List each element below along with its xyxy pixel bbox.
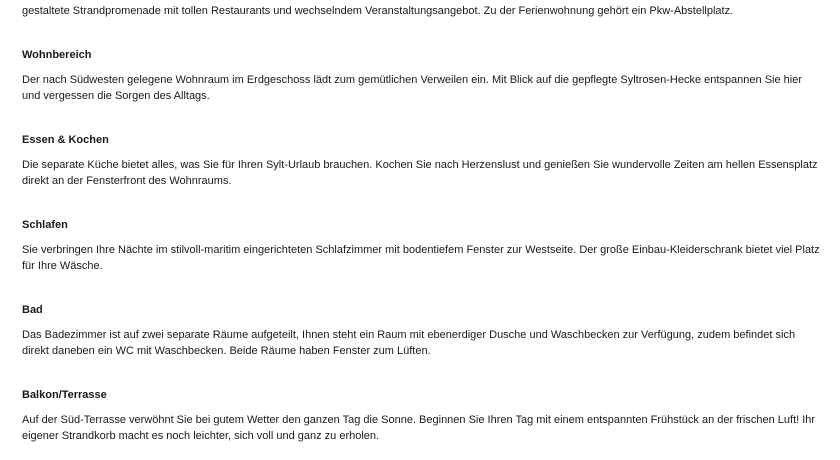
section-body: Das Badezimmer ist auf zwei separate Räume aufgeteilt, Ihnen steht ein Raum mit ebenerdiger Dusche und Waschbecken zur Verfügung, zudem befindet sich direkt daneben ein WC mit Waschbecken. Beide Räume haben Fenster zum Lüften. (22, 329, 796, 357)
section-body: Die separate Küche bietet alles, was Sie für Ihren Sylt-Urlaub brauchen. Kochen Sie nach Herzenslust und genießen Sie wundervolle Zeiten am hellen Essensplatz direkt an der Fensterfront des Wohnraums. (22, 159, 818, 187)
section-heading: Bad (22, 304, 43, 316)
intro-paragraph-tail: gestaltete Strandpromenade mit tollen Restaurants und wechselndem Veranstaltungsangebot. Zu der Ferienwohnung gehört ein Pkw-Abstellplatz. (22, 5, 734, 17)
section-body: Auf der Süd-Terrasse verwöhnt Sie bei gutem Wetter den ganzen Tag die Sonne. Beginnen Sie Ihren Tag mit einem entspannten Frühstück an der frischen Luft! Ihr eigener Strandkorb macht es noch leichter, sich voll und ganz zu erholen. (22, 414, 816, 442)
section-balkon-terrasse (22, 388, 822, 444)
section-bad (22, 303, 822, 359)
section-body: Der nach Südwesten gelegene Wohnraum im Erdgeschoss lädt zum gemütlichen Verweilen ein. Mit Blick auf die gepflegte Syltrosen-Hecke entspannen Sie hier und vergessen die Sorgen des Alltags. (22, 74, 803, 102)
section-wohnbereich (22, 48, 822, 104)
section-heading: Wohnbereich (22, 49, 92, 61)
section-heading: Schlafen (22, 219, 68, 231)
section-body: Sie verbringen Ihre Nächte im stilvoll-maritim eingerichteten Schlafzimmer mit bodentiefem Fenster zur Westseite. Der große Einbau-Kleiderschrank bietet viel Platz für Ihre Wäsche. (22, 244, 820, 272)
section-heading: Balkon/Terrasse (22, 389, 107, 401)
section-heading: Essen & Kochen (22, 134, 109, 146)
section-essen-kochen (22, 133, 822, 189)
section-schlafen (22, 218, 822, 274)
